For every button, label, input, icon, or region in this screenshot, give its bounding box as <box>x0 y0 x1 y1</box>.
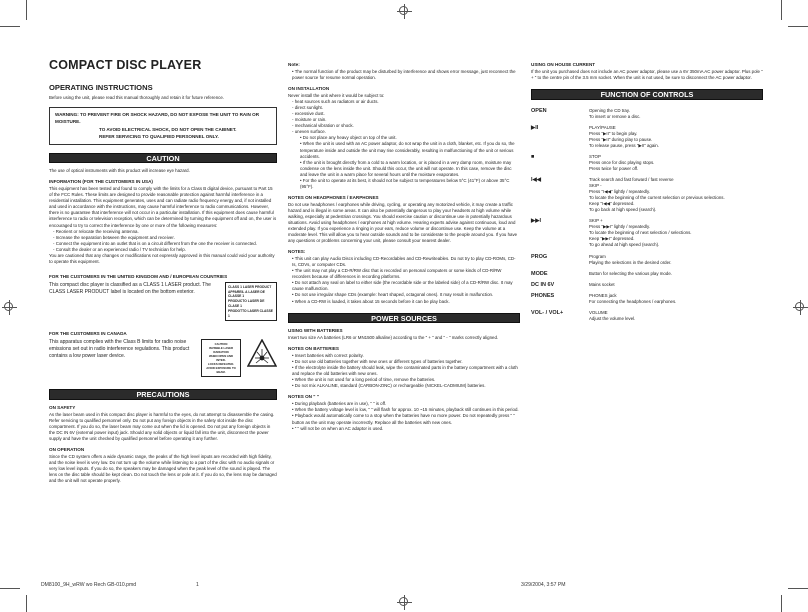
controls-list <box>531 108 763 322</box>
batteries-text: Insert two size AA batteries (LR6 or MN1500 alkaline) according to the " + " and " - " marks correctly aligned. <box>288 335 499 341</box>
list-item: • Do not place any heavy object on top of the unit. <box>300 135 520 141</box>
usa-heading: INFORMATION (FOR THE CUSTOMERS IN USA) <box>49 179 153 185</box>
control-row <box>531 254 763 266</box>
control-row <box>531 271 763 277</box>
crop-mark <box>26 0 27 20</box>
list-item: • The unit may not play a CD-R/RW disc that is recorded on personal computers or some kinds of CD-R/RW recorders because of differences in recording platforms. <box>292 268 520 280</box>
control-key: ▶▶I <box>531 218 541 225</box>
control-description <box>589 177 763 213</box>
notes-batteries-heading: NOTES ON BATTERIES <box>288 346 339 352</box>
control-line: Press "▶II" during play to pause. <box>589 136 653 142</box>
control-line: SKIP - <box>589 183 602 189</box>
canada-figure <box>49 339 277 377</box>
crop-mark <box>0 26 20 27</box>
control-row <box>531 154 763 172</box>
control-key: OPEN <box>531 107 547 114</box>
headphones-text: Do not use headphones / earphones while driving, cycling, or operating any motorized vehicle, it may create a traffic hazard and is illegal in some areas. It can also be potentially dangerous to play your headsets at high volume while walking, especially at pedestrian crossings. You should exercise caution or discontinue use in potentially hazardous situations. Avoid using headphones / earphones at high volume. Hearing experts advise against continuous, loud and extended play. If you experience a ringing in your ears, reduce volume or discontinue use. Keep the volume at a moderate level. This will allow you to hear outside sounds and to be considerate to the people around you. If you have any questions or problems concerning your unit, please consult your nearest dealer. <box>288 201 518 244</box>
notes-list <box>288 256 520 304</box>
crop-mark <box>781 595 782 612</box>
list-item: • Do not attach any seal on label to either side (the recordable side or the labeled side) of a CD-R/RW disc. It may cause malfunction. <box>292 280 520 292</box>
install-dots <box>288 135 520 189</box>
list-item: • If the unit is brought directly from a cold to a warm location, or is placed in a very damp room, moisture may condense on the lens inside the unit. Should this occur, the unit will not operate. In this case, remove the disc and leave the unit in a warm place for several hours until the moisture evaporates. <box>300 160 520 178</box>
list-item: - direct sunlight. <box>292 105 520 111</box>
label-line: WHEN OPEN AND INTER- <box>209 354 233 363</box>
control-line: To insert or remove a disc. <box>589 113 641 119</box>
note-heading: Note: <box>288 62 300 67</box>
list-item: • During playback (batteries are in use), " " is off. <box>292 401 520 407</box>
list-item: • Do not use old batteries together with new ones or different types of batteries together. <box>292 359 520 365</box>
control-key: DC IN 6V <box>531 281 555 288</box>
footer-page: 1 <box>196 582 199 588</box>
control-line: Button for selecting the various play mode. <box>589 270 672 276</box>
operating-heading: OPERATING INSTRUCTIONS <box>49 83 153 92</box>
control-description <box>589 254 763 266</box>
control-row <box>531 293 763 305</box>
power-bar: POWER SOURCES <box>288 313 520 324</box>
install-intro: Never install the unit where it would be subject to: <box>288 93 385 99</box>
batteries-heading: USING WITH BATTERIES <box>288 328 343 334</box>
control-row <box>531 125 763 149</box>
list-item: - Reorient or relocate the receiving antenna. <box>53 229 277 235</box>
control-key: PHONES <box>531 292 555 299</box>
operation-text: Since the CD system offers a wide dynamic range, the peaks of the high level inputs are recorded with high fidelity, and the noise level is very low. Do not turn up the volume while listening to a part of the disc with no audio signals or very low level inputs. If you do so, the speakers may be damaged when the peak level of the sound is played. The lens on the disc table should be kept clean. Do not touch the lens or pole at it. If you do so, the lens may be damaged and the unit will not operate properly. <box>49 454 277 484</box>
caution-text: The use of optical instruments with this product will increase eye hazard. <box>49 168 190 174</box>
control-line: Keep "I◀◀" depressed. <box>589 201 635 207</box>
control-description <box>589 282 763 288</box>
registration-mark <box>4 302 13 311</box>
label-line: PRODOTTO LASER CLASSE 1 <box>228 308 274 318</box>
crop-mark <box>781 0 782 20</box>
usa-tail: You are cautioned that any changes or modifications not expressly approved in this manual could void your authority to operate this equipment. <box>49 252 275 264</box>
notes-batteries-list <box>288 353 520 389</box>
control-line: Press twice for power off. <box>589 165 639 171</box>
control-line: Playing the selections in the desired order. <box>589 259 672 265</box>
crop-mark <box>788 26 808 27</box>
crop-mark <box>0 588 20 589</box>
install-heading: ON INSTALLATION <box>288 86 330 92</box>
control-line: Program <box>589 253 606 259</box>
control-line: To release pause, press "▶II" again. <box>589 142 659 148</box>
list-item: - mechanical vibration or shock. <box>292 123 520 129</box>
control-line: SKIP + <box>589 218 603 224</box>
control-description <box>589 310 763 322</box>
warning-box <box>49 107 277 145</box>
control-line: Press once for disc playing stops. <box>589 159 655 165</box>
canada-heading: FOR THE CUSTOMERS IN CANADA <box>49 331 127 337</box>
control-row <box>531 310 763 322</box>
uk-heading: FOR THE CUSTOMERS IN THE UNITED KINGDOM AND / EUROPEAN COUNTRIES <box>49 273 228 279</box>
registration-mark <box>399 6 408 15</box>
list-item: - uneven surface. <box>292 129 520 135</box>
list-item: - excessive dust. <box>292 111 520 117</box>
crop-mark <box>788 588 808 589</box>
label-line: INVISIBLE LASER RADIATION <box>209 346 233 355</box>
control-line: To locate the beginning of the current selection or previous selections. <box>589 195 725 201</box>
label-line: CAUTION <box>214 342 228 347</box>
column-middle <box>288 62 520 432</box>
list-item: - Connect the equipment into an outlet that is on a circuit different from the one the receiver is connected. <box>53 241 277 247</box>
list-item: • Do not use irregular shape CDs (example: heart shaped, octagonal ones). It may result in malfunction. <box>292 292 520 298</box>
laser-warning-icon <box>247 339 277 367</box>
precautions-bar: PRECAUTIONS <box>49 389 277 400</box>
list-item: • The normal function of the product may be disturbed by interference and shows error message, just reconnect the power source for resume normal operation. <box>292 69 520 81</box>
note-list <box>288 69 520 81</box>
list-item: • When a CD-RW is loaded, it takes about 15 seconds before it can be play back. <box>292 299 520 305</box>
control-key: VOL- / VOL+ <box>531 309 564 316</box>
list-item: - Increase the separation between the equipment and receiver. <box>53 235 277 241</box>
uk-text: This compact disc player is classified as a CLASS 1 LASER product. The CLASS LASER PRODUCT label is located on the bottom exterior. <box>49 281 211 295</box>
crop-mark <box>26 595 27 612</box>
usa-text: This equipment has been tested and found to comply with the limits for a Class B digital device, pursuant to Part 15 of the FCC Rules. These limits are designed to provide reasonable protection against harmful interference in a residential installation. This equipment generates, uses and can radiate radio frequency energy and, if not installed and used in accordance with the instructions, may cause harmful interference to radio communications. However, there is no guarantee that interference will not occur in a particular installation. If this equipment does cause harmful interference to radio or television reception, which can be determined by turning the equipment off and on, the user is encouraged to try to correct the interference by one or more of the following measures: <box>49 186 277 228</box>
control-line: Opening the CD tray. <box>589 107 630 113</box>
label-line: PRODUCTO LASER DE CLASE 1 <box>228 299 265 309</box>
label-line: AVOID EXPOSURE TO BEAM. <box>206 366 236 375</box>
control-row <box>531 218 763 248</box>
list-item: • When the unit is not used for a long period of time, remove the batteries. <box>292 377 520 383</box>
control-description <box>589 125 763 149</box>
list-item: - heat sources such as radiators or air ducts. <box>292 99 520 105</box>
control-line: To go ahead at high speed (search). <box>589 242 660 248</box>
list-item: • Insert batteries with correct polarity. <box>292 353 520 359</box>
column-left <box>49 58 277 484</box>
list-item: • When the battery voltage level is low, " " will flash for approx. 10 ~15 minutes, playback still continues in this period. <box>292 407 520 413</box>
notes-on-list <box>288 401 520 431</box>
list-item: • When the unit is used with an AC power adaptor, do not wrap the unit in a cloth, blanket, etc. If you do so, the temperature inside and outside the unit may rise considerably, resulting in malfunctioning of the unit or serious accidents. <box>300 141 520 159</box>
caution-bar: CAUTION <box>49 153 277 164</box>
control-description <box>589 108 763 120</box>
control-key: PROG <box>531 253 548 260</box>
label-line: LOCKS DEFEATED. <box>207 362 235 367</box>
intro-text: Before using the unit, please read this manual thoroughly and retain it for future reference. <box>49 95 224 100</box>
canada-text: This apparatus complies with the Class B limits for radio noise emissions set out in radio interference regulations. This product contains a low power laser device. <box>49 339 190 360</box>
control-description <box>589 154 763 172</box>
warning-line: REFER SERVICING TO QUALIFIED PERSONNEL ONLY. <box>99 134 219 140</box>
operation-heading: ON OPERATION <box>49 447 85 453</box>
list-item: • Do not mix ALKALINE, standard (CARBON-ZINC) or rechargeable (NICKEL-CADMIUM) batteries. <box>292 383 520 389</box>
list-item: • This unit can play Audio Discs including CD-Recordables and CD-Rewriteables. Do not try to play CD-ROMs, CD-Is, CDVs, or computer CDs. <box>292 256 520 268</box>
control-line: Press "I◀◀" lightly / repeatedly. <box>589 189 651 195</box>
control-line: PHONES jack <box>589 292 617 298</box>
control-key: ■ <box>531 153 535 160</box>
laser-class-label <box>225 282 277 322</box>
functions-bar: FUNCTION OF CONTROLS <box>531 89 763 100</box>
registration-mark <box>795 302 804 311</box>
house-heading: USING ON HOUSE CURRENT <box>531 62 596 67</box>
control-line: For connecting the headphones / earphones. <box>589 298 677 304</box>
control-description <box>589 293 763 305</box>
list-item: • If the electrolyte inside the battery should leak, wipe the contaminated parts in the battery compartment with a cloth and replace the old batteries with new ones. <box>292 365 520 377</box>
control-line: VOLUME <box>589 309 608 315</box>
registration-mark <box>399 597 408 606</box>
column-right <box>531 62 763 327</box>
footer-date: 3/29/2004, 3:57 PM <box>521 582 566 588</box>
uk-figure <box>49 282 277 322</box>
control-row <box>531 177 763 213</box>
control-key: I◀◀ <box>531 177 541 184</box>
control-line: Press "▶II" to begin play. <box>589 130 638 136</box>
safety-heading: ON SAFETY <box>49 404 76 410</box>
control-line: STOP <box>589 153 601 159</box>
headphones-heading: NOTES ON HEADPHONES / EARPHONES <box>288 194 379 200</box>
install-list <box>288 99 520 135</box>
notes-heading: NOTES: <box>288 249 306 255</box>
control-line: Mains socket <box>589 281 615 287</box>
control-row <box>531 108 763 120</box>
warning-line: WARNING: TO PREVENT FIRE OR SHOCK HAZARD, DO NOT EXPOSE THE UNIT TO RAIN OR MOISTURE. <box>55 112 260 125</box>
label-line: CLASS 1 LASER PRODUCT <box>228 284 272 289</box>
control-line: Adjust the volume level. <box>589 315 636 321</box>
list-item: • Playback would automatically come to a stop when the batteries have no more power. Do not repeatedly press " " button as the unit may operate incorrectly. Replace all the batteries with new ones. <box>292 413 520 425</box>
control-description <box>589 218 763 248</box>
footer-file: DM8100_9H_wRW wo Rech GB-010.pmd <box>41 582 137 588</box>
control-line: Track search and fast forward / fast reverse <box>589 177 674 183</box>
control-key: MODE <box>531 270 548 277</box>
list-item: - moisture or rain. <box>292 117 520 123</box>
notes-on-heading: NOTES ON " " <box>288 394 319 400</box>
control-line: Press "▶▶I" lightly / repeatedly. <box>589 224 651 230</box>
warning-line: TO AVOID ELECTRICAL SHOCK, DO NOT OPEN THE CABINET. <box>99 126 237 132</box>
label-line: APPAREIL A LASER DE CLASSE 1 <box>228 289 266 299</box>
list-item: - Consult the dealer or an experienced radio / TV technician for help. <box>53 247 277 253</box>
page-title: COMPACT DISC PLAYER <box>49 58 202 72</box>
control-line: PLAY/PAUSE <box>589 124 616 130</box>
control-line: Keep "▶▶I" depressed. <box>589 236 635 242</box>
list-item: • For the unit to operate at its best, it should not be subject to temperatures below 5°C (41°F) or above 35°C (95°F). <box>300 178 520 190</box>
control-key: ▶II <box>531 124 539 131</box>
control-line: To go back at high speed (search). <box>589 207 657 213</box>
control-line: To locate the beginning of next selection / selections. <box>589 230 692 236</box>
usa-list <box>49 229 277 253</box>
control-description <box>589 271 763 277</box>
safety-text: As the laser beam used in this compact disc player is harmful to the eyes, do not attempt to disassemble the casing. Refer servicing to qualified personnel only. Do not put any foreign objects in the safety slot inside the disc compartment. If you do so, the laser beam may come out when the lid is opened. Do not put any foreign objects in the DC IN 6V (external power input) jack. Should any solid objects or liquid fall into the unit, disconnect the power supply and have the unit checked by qualified personnel before operating it any further. <box>49 411 275 442</box>
house-text: If the unit you purchased does not include an AC power adaptor, please use a 6V 350mA AC power adaptor. Plus pole " + " to the centre pin of the 3.5 mm socket. When the unit is not used, be sure to disconnect the AC power adaptor. <box>531 69 763 81</box>
list-item: • " " will not be on when an AC adaptor is used. <box>292 426 520 432</box>
control-row <box>531 282 763 288</box>
laser-caution-label <box>201 339 241 377</box>
